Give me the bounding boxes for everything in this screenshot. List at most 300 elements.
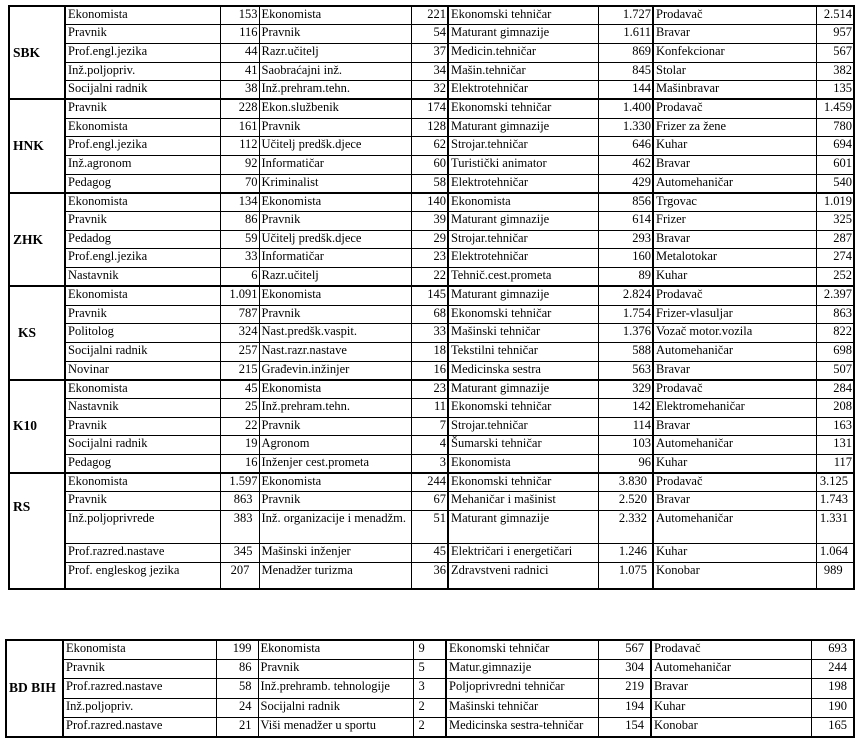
- occupation-cell: Nast.razr.nastave: [259, 342, 411, 361]
- occupation-cell: Maturant gimnazije: [448, 212, 598, 231]
- count-cell: 114: [598, 417, 653, 436]
- count-cell: 37: [411, 43, 448, 62]
- count-cell: 1.064: [816, 544, 854, 563]
- count-cell: 131: [816, 436, 854, 455]
- occupation-cell: Konobar: [653, 562, 816, 589]
- count-cell: 1.611: [598, 25, 653, 44]
- count-cell: 33: [411, 324, 448, 343]
- occupation-cell: Prof. engleskog jezika: [65, 562, 220, 589]
- count-cell: 54: [411, 25, 448, 44]
- count-cell: 2: [413, 698, 446, 717]
- count-cell: 646: [598, 137, 653, 156]
- count-cell: 9: [413, 640, 446, 659]
- count-cell: 1.754: [598, 305, 653, 324]
- count-cell: 215: [220, 361, 259, 380]
- table-row: [9, 380, 854, 399]
- count-cell: 103: [598, 436, 653, 455]
- occupation-cell: Učitelj predšk.djece: [259, 230, 411, 249]
- table-row: [6, 679, 854, 698]
- table-row: [6, 640, 854, 659]
- count-cell: 693: [811, 640, 854, 659]
- count-cell: 117: [816, 455, 854, 474]
- count-cell: 845: [598, 62, 653, 81]
- count-cell: 34: [411, 62, 448, 81]
- count-cell: 144: [598, 81, 653, 100]
- occupation-cell: Kuhar: [651, 698, 811, 717]
- occupation-cell: Mašinski tehničar: [448, 324, 598, 343]
- occupation-cell: Prodavač: [653, 99, 816, 118]
- count-cell: 244: [411, 473, 448, 492]
- occupation-cell: Vozač motor.vozila: [653, 324, 816, 343]
- count-cell: 86: [216, 659, 258, 678]
- count-cell: 284: [816, 380, 854, 399]
- occupation-cell: Tehnič.cest.prometa: [448, 268, 598, 287]
- occupation-cell: Pravnik: [63, 659, 216, 678]
- count-cell: 41: [220, 62, 259, 81]
- region-group-zhk: [9, 193, 854, 286]
- count-cell: 62: [411, 137, 448, 156]
- count-cell: 252: [816, 268, 854, 287]
- count-cell: 86: [220, 212, 259, 231]
- occupation-cell: Razr.učitelj: [259, 43, 411, 62]
- occupation-cell: Pravnik: [259, 305, 411, 324]
- occupation-cell: Ekonomista: [65, 6, 220, 25]
- count-cell: 567: [598, 640, 651, 659]
- occupation-cell: Prof.engl.jezika: [65, 249, 220, 268]
- occupation-cell: Kuhar: [653, 137, 816, 156]
- count-cell: 16: [411, 361, 448, 380]
- occupation-cell: Frizer-vlasuljar: [653, 305, 816, 324]
- occupation-cell: Pravnik: [65, 492, 220, 511]
- region-group-k10: [9, 380, 854, 473]
- count-cell: 16: [220, 455, 259, 474]
- count-cell: 68: [411, 305, 448, 324]
- count-cell: 588: [598, 342, 653, 361]
- count-cell: 462: [598, 156, 653, 175]
- count-cell: 383: [220, 511, 259, 544]
- table-row: [9, 118, 854, 137]
- region-group-ks: [9, 286, 854, 379]
- occupation-cell: Maturant gimnazije: [448, 118, 598, 137]
- count-cell: 135: [816, 81, 854, 100]
- count-cell: 58: [411, 174, 448, 193]
- count-cell: 787: [220, 305, 259, 324]
- occupation-cell: Frizer za žene: [653, 118, 816, 137]
- count-cell: 25: [220, 398, 259, 417]
- occupation-cell: Prodavač: [653, 286, 816, 305]
- occupation-cell: Ekonomista: [259, 380, 411, 399]
- occupation-cell: Bravar: [653, 230, 816, 249]
- count-cell: 22: [220, 417, 259, 436]
- occupation-cell: Inž.prehram.tehn.: [259, 81, 411, 100]
- occupation-cell: Poljoprivredni tehničar: [446, 679, 598, 698]
- occupation-cell: Ekonomski tehničar: [446, 640, 598, 659]
- table-row: [9, 455, 854, 474]
- count-cell: 4: [411, 436, 448, 455]
- count-cell: 92: [220, 156, 259, 175]
- count-cell: 190: [811, 698, 854, 717]
- region-label: KS: [9, 286, 65, 379]
- occupation-cell: Inž. organizacije i menadžm.: [259, 511, 411, 544]
- occupation-cell: Menadžer turizma: [259, 562, 411, 589]
- count-cell: 863: [816, 305, 854, 324]
- count-cell: 567: [816, 43, 854, 62]
- table-row: [9, 562, 854, 589]
- count-cell: 780: [816, 118, 854, 137]
- bd-bih-table: [5, 639, 855, 738]
- count-cell: 163: [816, 417, 854, 436]
- count-cell: 161: [220, 118, 259, 137]
- count-cell: 3.125: [816, 473, 854, 492]
- occupation-cell: Mehaničar i mašinist: [448, 492, 598, 511]
- occupation-cell: Pravnik: [258, 659, 413, 678]
- table-row: [9, 174, 854, 193]
- occupation-cell: Prodavač: [653, 473, 816, 492]
- occupation-cell: Medicinska sestra-tehničar: [446, 718, 598, 737]
- table-row: [9, 193, 854, 212]
- count-cell: 563: [598, 361, 653, 380]
- occupation-cell: Socijalni radnik: [65, 342, 220, 361]
- count-cell: 1.743: [816, 492, 854, 511]
- count-cell: 24: [216, 698, 258, 717]
- count-cell: 3: [411, 455, 448, 474]
- table-row: [6, 659, 854, 678]
- count-cell: 134: [220, 193, 259, 212]
- table-row: [9, 99, 854, 118]
- occupation-cell: Socijalni radnik: [65, 81, 220, 100]
- count-cell: 116: [220, 25, 259, 44]
- table-row: [9, 286, 854, 305]
- occupation-cell: Inž.poljopriv.: [63, 698, 216, 717]
- region-label: HNK: [9, 99, 65, 192]
- count-cell: 18: [411, 342, 448, 361]
- count-cell: 44: [220, 43, 259, 62]
- occupation-cell: Pravnik: [259, 492, 411, 511]
- count-cell: 1.376: [598, 324, 653, 343]
- region-group-bd-bih: [6, 640, 854, 737]
- count-cell: 174: [411, 99, 448, 118]
- occupation-cell: Ekonomista: [448, 455, 598, 474]
- occupation-cell: Kuhar: [653, 268, 816, 287]
- table-row: [9, 473, 854, 492]
- count-cell: 822: [816, 324, 854, 343]
- region-label: ZHK: [9, 193, 65, 286]
- occupation-cell: Informatičar: [259, 249, 411, 268]
- count-cell: 11: [411, 398, 448, 417]
- table-row: [9, 361, 854, 380]
- count-cell: 345: [220, 544, 259, 563]
- occupation-cell: Pedagog: [65, 174, 220, 193]
- count-cell: 5: [413, 659, 446, 678]
- count-cell: 60: [411, 156, 448, 175]
- table-row: [9, 25, 854, 44]
- occupation-cell: Učitelj predšk.djece: [259, 137, 411, 156]
- table-row: [6, 718, 854, 737]
- count-cell: 2.520: [598, 492, 653, 511]
- count-cell: 2.332: [598, 511, 653, 544]
- occupation-cell: Frizer: [653, 212, 816, 231]
- occupation-cell: Električari i energetičari: [448, 544, 598, 563]
- count-cell: 2.514: [816, 6, 854, 25]
- region-group-hnk: [9, 99, 854, 192]
- count-cell: 140: [411, 193, 448, 212]
- occupation-cell: Pravnik: [259, 118, 411, 137]
- count-cell: 274: [816, 249, 854, 268]
- occupation-cell: Ekonomski tehničar: [448, 6, 598, 25]
- count-cell: 70: [220, 174, 259, 193]
- count-cell: 160: [598, 249, 653, 268]
- occupation-cell: Ekonomski tehničar: [448, 398, 598, 417]
- count-cell: 1.459: [816, 99, 854, 118]
- count-cell: 165: [811, 718, 854, 737]
- occupation-cell: Prodavač: [653, 380, 816, 399]
- count-cell: 540: [816, 174, 854, 193]
- table-row: [9, 249, 854, 268]
- occupation-cell: Ekonomista: [65, 473, 220, 492]
- occupation-cell: Nastavnik: [65, 398, 220, 417]
- occupation-cell: Pravnik: [65, 417, 220, 436]
- occupation-cell: Saobraćajni inž.: [259, 62, 411, 81]
- occupation-cell: Prof.razred.nastave: [63, 718, 216, 737]
- table-row: [9, 324, 854, 343]
- region-label: K10: [9, 380, 65, 473]
- count-cell: 29: [411, 230, 448, 249]
- region-label: SBK: [9, 6, 65, 99]
- count-cell: 601: [816, 156, 854, 175]
- occupation-cell: Automehaničar: [651, 659, 811, 678]
- region-group-sbk: [9, 6, 854, 99]
- count-cell: 23: [411, 249, 448, 268]
- occupation-cell: Strojar.tehničar: [448, 417, 598, 436]
- occupation-cell: Pedagog: [65, 455, 220, 474]
- count-cell: 128: [411, 118, 448, 137]
- region-label: BD BIH: [6, 640, 63, 737]
- occupation-cell: Elektrotehničar: [448, 81, 598, 100]
- occupation-cell: Pravnik: [65, 25, 220, 44]
- occupation-cell: Građevin.inžinjer: [259, 361, 411, 380]
- count-cell: 32: [411, 81, 448, 100]
- table-row: [9, 156, 854, 175]
- occupation-cell: Trgovac: [653, 193, 816, 212]
- count-cell: 7: [411, 417, 448, 436]
- occupation-cell: Zdravstveni radnici: [448, 562, 598, 589]
- count-cell: 324: [220, 324, 259, 343]
- occupation-cell: Politolog: [65, 324, 220, 343]
- occupation-cell: Maturant gimnazije: [448, 286, 598, 305]
- occupation-cell: Maturant gimnazije: [448, 511, 598, 544]
- count-cell: 23: [411, 380, 448, 399]
- table-row: [9, 43, 854, 62]
- occupation-cell: Pravnik: [259, 25, 411, 44]
- count-cell: 1.075: [598, 562, 653, 589]
- occupation-cell: Bravar: [653, 361, 816, 380]
- occupation-cell: Metalotokar: [653, 249, 816, 268]
- occupation-cell: Ekonomista: [259, 193, 411, 212]
- occupation-cell: Inž.agronom: [65, 156, 220, 175]
- occupation-cell: Stolar: [653, 62, 816, 81]
- occupation-cell: Mašinbravar: [653, 81, 816, 100]
- count-cell: 38: [220, 81, 259, 100]
- occupation-cell: Šumarski tehničar: [448, 436, 598, 455]
- occupation-cell: Inž.prehram.tehn.: [259, 398, 411, 417]
- occupation-cell: Elektrotehničar: [448, 249, 598, 268]
- count-cell: 19: [220, 436, 259, 455]
- count-cell: 153: [220, 6, 259, 25]
- count-cell: 293: [598, 230, 653, 249]
- occupation-cell: Automehaničar: [653, 174, 816, 193]
- count-cell: 112: [220, 137, 259, 156]
- occupation-cell: Agronom: [259, 436, 411, 455]
- occupation-cell: Ekon.službenik: [259, 99, 411, 118]
- count-cell: 2: [413, 718, 446, 737]
- occupation-cell: Kuhar: [653, 544, 816, 563]
- count-cell: 1.091: [220, 286, 259, 305]
- occupation-cell: Prodavač: [651, 640, 811, 659]
- occupation-cell: Matur.gimnazije: [446, 659, 598, 678]
- table-row: [9, 436, 854, 455]
- count-cell: 2.397: [816, 286, 854, 305]
- occupation-cell: Ekonomista: [259, 473, 411, 492]
- occupation-cell: Novinar: [65, 361, 220, 380]
- count-cell: 154: [598, 718, 651, 737]
- occupation-cell: Razr.učitelj: [259, 268, 411, 287]
- count-cell: 194: [598, 698, 651, 717]
- occupation-cell: Prof.razred.nastave: [63, 679, 216, 698]
- occupation-cell: Mašinski tehničar: [446, 698, 598, 717]
- table-row: [9, 492, 854, 511]
- count-cell: 59: [220, 230, 259, 249]
- count-cell: 429: [598, 174, 653, 193]
- table-row: [9, 417, 854, 436]
- occupation-cell: Automehaničar: [653, 436, 816, 455]
- table-row: [9, 6, 854, 25]
- count-cell: 1.597: [220, 473, 259, 492]
- occupation-cell: Pravnik: [65, 305, 220, 324]
- occupation-cell: Nast.predšk.vaspit.: [259, 324, 411, 343]
- occupation-cell: Elektrotehničar: [448, 174, 598, 193]
- occupation-cell: Konfekcionar: [653, 43, 816, 62]
- table-row: [9, 62, 854, 81]
- table-row: [9, 230, 854, 249]
- count-cell: 145: [411, 286, 448, 305]
- count-cell: 1.331: [816, 511, 854, 544]
- count-cell: 1.330: [598, 118, 653, 137]
- occupation-cell: Prof.razred.nastave: [65, 544, 220, 563]
- count-cell: 1.727: [598, 6, 653, 25]
- occupation-cell: Ekonomski tehničar: [448, 99, 598, 118]
- occupation-cell: Ekonomski tehničar: [448, 305, 598, 324]
- occupation-cell: Inž.poljoprivrede: [65, 511, 220, 544]
- table-row: [9, 268, 854, 287]
- occupation-cell: Mašinski inženjer: [259, 544, 411, 563]
- occupation-cell: Automehaničar: [653, 342, 816, 361]
- count-cell: 869: [598, 43, 653, 62]
- count-cell: 957: [816, 25, 854, 44]
- occupation-cell: Kuhar: [653, 455, 816, 474]
- occupation-cell: Pravnik: [259, 212, 411, 231]
- occupation-cell: Ekonomista: [259, 286, 411, 305]
- count-cell: 694: [816, 137, 854, 156]
- table-row: [9, 212, 854, 231]
- table-row: [9, 544, 854, 563]
- count-cell: 257: [220, 342, 259, 361]
- occupation-cell: Ekonomista: [63, 640, 216, 659]
- count-cell: 287: [816, 230, 854, 249]
- table-row: [9, 137, 854, 156]
- occupation-cell: Elektromehaničar: [653, 398, 816, 417]
- occupation-cell: Ekonomista: [259, 6, 411, 25]
- count-cell: 1.400: [598, 99, 653, 118]
- occupation-cell: Medicin.tehničar: [448, 43, 598, 62]
- occupation-cell: Strojar.tehničar: [448, 137, 598, 156]
- occupation-cell: Inž.prehramb. tehnologije: [258, 679, 413, 698]
- count-cell: 96: [598, 455, 653, 474]
- occupation-cell: Viši menadžer u sportu: [258, 718, 413, 737]
- occupation-cell: Pedadog: [65, 230, 220, 249]
- occupation-cell: Ekonomista: [65, 286, 220, 305]
- occupation-cell: Informatičar: [259, 156, 411, 175]
- count-cell: 199: [216, 640, 258, 659]
- occupation-cell: Bravar: [651, 679, 811, 698]
- occupation-cell: Bravar: [653, 417, 816, 436]
- table-row: [9, 398, 854, 417]
- count-cell: 3: [413, 679, 446, 698]
- count-cell: 304: [598, 659, 651, 678]
- count-cell: 219: [598, 679, 651, 698]
- occupation-cell: Ekonomista: [65, 118, 220, 137]
- count-cell: 22: [411, 268, 448, 287]
- occupation-cell: Prof.engl.jezika: [65, 137, 220, 156]
- count-cell: 36: [411, 562, 448, 589]
- count-cell: 142: [598, 398, 653, 417]
- count-cell: 207: [220, 562, 259, 589]
- count-cell: 67: [411, 492, 448, 511]
- count-cell: 3.830: [598, 473, 653, 492]
- occupation-cell: Socijalni radnik: [65, 436, 220, 455]
- occupation-cell: Strojar.tehničar: [448, 230, 598, 249]
- count-cell: 698: [816, 342, 854, 361]
- table-row: [6, 698, 854, 717]
- count-cell: 863: [220, 492, 259, 511]
- occupation-cell: Medicinska sestra: [448, 361, 598, 380]
- occupation-cell: Bravar: [653, 25, 816, 44]
- count-cell: 1.019: [816, 193, 854, 212]
- occupation-cell: Ekonomski tehničar: [448, 473, 598, 492]
- count-cell: 39: [411, 212, 448, 231]
- table-row: [9, 81, 854, 100]
- table-row: [9, 305, 854, 324]
- occupation-cell: Inženjer cest.prometa: [259, 455, 411, 474]
- table-row: [9, 511, 854, 544]
- count-cell: 45: [411, 544, 448, 563]
- count-cell: 45: [220, 380, 259, 399]
- region-label: RS: [9, 473, 65, 589]
- count-cell: 89: [598, 268, 653, 287]
- occupation-cell: Ekonomista: [258, 640, 413, 659]
- count-cell: 33: [220, 249, 259, 268]
- count-cell: 989: [816, 562, 854, 589]
- count-cell: 198: [811, 679, 854, 698]
- occupation-cell: Bravar: [653, 492, 816, 511]
- table-row: [9, 342, 854, 361]
- occupation-cell: Turistički animator: [448, 156, 598, 175]
- occupation-cell: Maturant gimnazije: [448, 25, 598, 44]
- count-cell: 6: [220, 268, 259, 287]
- occupation-cell: Prodavač: [653, 6, 816, 25]
- count-cell: 329: [598, 380, 653, 399]
- occupation-cell: Maturant gimnazije: [448, 380, 598, 399]
- occupation-cell: Nastavnik: [65, 268, 220, 287]
